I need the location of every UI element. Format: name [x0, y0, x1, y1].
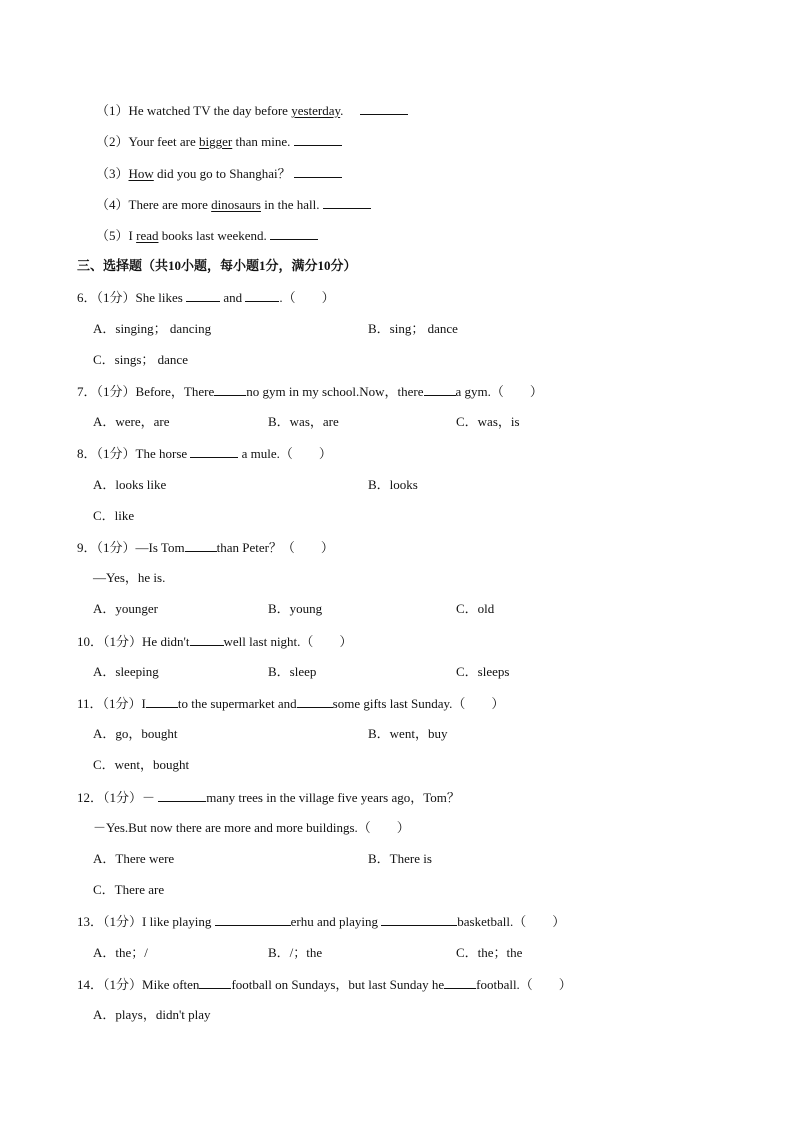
- question-score: （1分）: [103, 914, 143, 929]
- question-13: [77, 913, 565, 929]
- item-text: I: [128, 228, 137, 243]
- answer-blank[interactable]: [215, 913, 291, 926]
- question-number: 10．: [77, 634, 104, 649]
- item-text: books last weekend.: [158, 228, 267, 243]
- option-b[interactable]: B．was，are: [268, 414, 339, 429]
- underlined-word: How: [128, 166, 154, 181]
- option-b[interactable]: B．young: [268, 601, 323, 616]
- question-text: erhu and playing: [290, 914, 382, 929]
- question-text: a gym.（ ）: [455, 384, 543, 399]
- option-a[interactable]: A．younger: [93, 601, 158, 616]
- question-11: [77, 695, 504, 711]
- question-number: 6．: [77, 290, 97, 305]
- question-12-reply: －Yes.But now there are more and more buildings.（ ）: [93, 820, 410, 835]
- underlined-word: bigger: [199, 134, 233, 149]
- question-text: I like playing: [142, 914, 215, 929]
- question-8: [77, 445, 332, 461]
- question-7: [77, 383, 543, 399]
- question-number: 11．: [77, 696, 103, 711]
- question-text: football.（ ）: [476, 977, 572, 992]
- underlined-word: read: [136, 228, 159, 243]
- question-score: （1分）: [96, 446, 136, 461]
- question-text: —Is Tom: [135, 540, 185, 555]
- question-score: （1分）: [103, 790, 143, 805]
- item-text: did you go to Shanghai？: [153, 166, 291, 181]
- option-a[interactable]: A．were，are: [93, 414, 170, 429]
- rewrite-item-3: [96, 165, 342, 181]
- question-text: than Peter？（ ）: [216, 540, 334, 555]
- underlined-word: dinosaurs: [211, 197, 261, 212]
- rewrite-item-4: [96, 196, 371, 212]
- question-text: some gifts last Sunday.（ ）: [332, 696, 505, 711]
- question-text: Before，There: [135, 384, 215, 399]
- option-a[interactable]: A．looks like: [93, 477, 167, 492]
- question-score: （1分）: [96, 290, 136, 305]
- option-a[interactable]: A．the；/: [93, 945, 148, 960]
- rewrite-item-5: [96, 227, 318, 243]
- answer-blank[interactable]: [424, 383, 456, 396]
- option-a[interactable]: A．go，bought: [93, 726, 178, 741]
- option-a[interactable]: A．sleeping: [93, 664, 159, 679]
- answer-blank[interactable]: [245, 289, 279, 302]
- answer-blank[interactable]: [294, 133, 342, 146]
- question-text: －: [142, 790, 156, 805]
- answer-blank[interactable]: [444, 976, 476, 989]
- question-text: I: [141, 696, 146, 711]
- question-text: a mule.（ ）: [238, 446, 332, 461]
- question-text: She likes: [135, 290, 187, 305]
- question-14: [77, 976, 572, 992]
- section-heading: 三、选择题（共10小题，每小题1分，满分10分）: [77, 258, 357, 273]
- option-b[interactable]: B．looks: [368, 477, 418, 492]
- question-10: [77, 633, 352, 649]
- question-9-reply: —Yes，he is.: [93, 570, 166, 585]
- item-number: （1）: [96, 103, 129, 118]
- item-number: （5）: [96, 228, 129, 243]
- answer-blank[interactable]: [323, 196, 371, 209]
- question-text: Mike often: [142, 977, 200, 992]
- option-b[interactable]: B．There is: [368, 851, 432, 866]
- question-number: 13．: [77, 914, 104, 929]
- answer-blank[interactable]: [297, 695, 333, 708]
- answer-blank[interactable]: [360, 102, 408, 115]
- option-c[interactable]: C．was，is: [456, 414, 520, 429]
- answer-blank[interactable]: [270, 227, 318, 240]
- option-b[interactable]: B．went，buy: [368, 726, 448, 741]
- question-text: and: [220, 290, 246, 305]
- rewrite-item-2: [96, 133, 342, 149]
- rewrite-item-1: [96, 102, 408, 118]
- option-b[interactable]: B．sleep: [268, 664, 317, 679]
- option-c[interactable]: C．There are: [93, 882, 165, 897]
- question-text: .（ ）: [279, 290, 335, 305]
- question-score: （1分）: [103, 977, 143, 992]
- option-a[interactable]: A．plays，didn't play: [93, 1007, 211, 1022]
- question-text: many trees in the village five years ago，Tom？: [206, 790, 460, 805]
- answer-blank[interactable]: [199, 976, 231, 989]
- question-text: basketball.（ ）: [457, 914, 566, 929]
- option-a[interactable]: A．There were: [93, 851, 175, 866]
- option-b[interactable]: B．sing； dance: [368, 321, 458, 336]
- item-text: than mine.: [232, 134, 291, 149]
- answer-blank[interactable]: [186, 289, 220, 302]
- question-text: The horse: [135, 446, 191, 461]
- question-text: to the supermarket and: [177, 696, 297, 711]
- answer-blank[interactable]: [185, 539, 217, 552]
- question-text: He didn't: [142, 634, 190, 649]
- answer-blank[interactable]: [214, 383, 246, 396]
- answer-blank[interactable]: [381, 913, 457, 926]
- question-number: 7．: [77, 384, 97, 399]
- question-9: [77, 539, 334, 555]
- option-c[interactable]: C．like: [93, 508, 135, 523]
- answer-blank[interactable]: [146, 695, 178, 708]
- answer-blank[interactable]: [294, 165, 342, 178]
- question-score: （1分）: [96, 540, 136, 555]
- question-text: football on Sundays，but last Sunday he: [231, 977, 445, 992]
- item-number: （4）: [96, 197, 129, 212]
- option-c[interactable]: C．old: [456, 601, 495, 616]
- question-number: 12．: [77, 790, 104, 805]
- answer-blank[interactable]: [158, 789, 206, 802]
- question-number: 9．: [77, 540, 97, 555]
- question-text: no gym in my school.Now，there: [246, 384, 424, 399]
- question-12: [77, 789, 460, 805]
- item-number: （3）: [96, 166, 129, 181]
- answer-blank[interactable]: [190, 633, 224, 646]
- item-text: .: [340, 103, 344, 118]
- item-text: He watched TV the day before: [128, 103, 292, 118]
- underlined-word: yesterday: [291, 103, 341, 118]
- item-number: （2）: [96, 134, 129, 149]
- question-6: [77, 289, 335, 305]
- question-text: well last night.（ ）: [223, 634, 353, 649]
- option-c[interactable]: C．sings； dance: [93, 352, 188, 367]
- item-text: Your feet are: [128, 134, 200, 149]
- question-score: （1分）: [102, 696, 142, 711]
- option-c[interactable]: C．went，bought: [93, 757, 190, 772]
- question-number: 8．: [77, 446, 97, 461]
- question-number: 14．: [77, 977, 104, 992]
- option-a[interactable]: A．singing； dancing: [93, 321, 212, 336]
- option-c[interactable]: C．sleeps: [456, 664, 510, 679]
- option-c[interactable]: C．the；the: [456, 945, 523, 960]
- option-b[interactable]: B．/；the: [268, 945, 323, 960]
- item-text: in the hall.: [261, 197, 320, 212]
- item-text: There are more: [128, 197, 212, 212]
- question-score: （1分）: [103, 634, 143, 649]
- question-score: （1分）: [96, 384, 136, 399]
- answer-blank[interactable]: [190, 445, 238, 458]
